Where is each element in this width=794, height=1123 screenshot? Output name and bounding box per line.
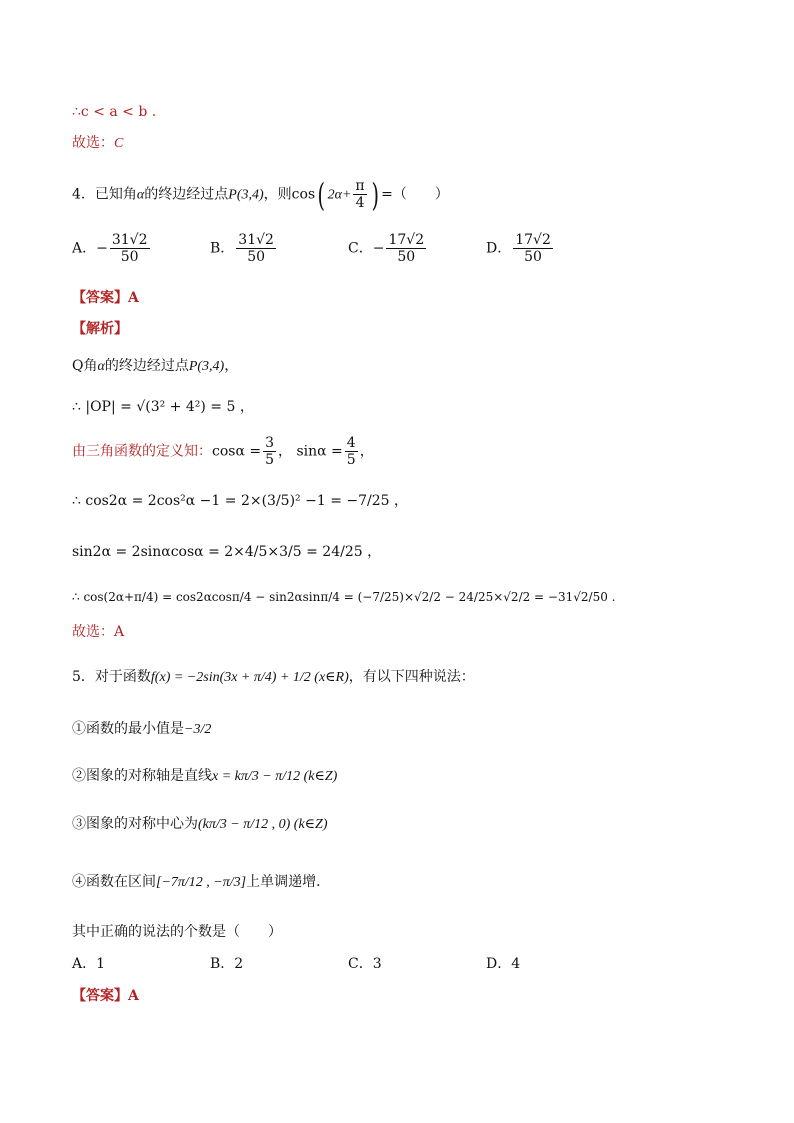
q5-statement-4	[72, 873, 330, 892]
option-frac	[513, 232, 553, 265]
q5-question: 其中正确的说法的个数是（ ）	[72, 924, 282, 940]
q4-options	[72, 232, 632, 272]
frac-den: 4	[355, 195, 365, 211]
choice-label: 故选：	[72, 135, 114, 151]
frac-den: 50	[397, 249, 416, 265]
q5-statement-2	[72, 767, 337, 786]
right-paren: )	[371, 175, 379, 214]
option-value: 1	[96, 956, 106, 972]
alpha-symbol: α	[136, 187, 145, 203]
statement-text: ④函数在区间	[72, 874, 156, 890]
q4-step-3	[72, 435, 374, 468]
statement-math: [−7π/12 , −π/3]	[156, 875, 247, 890]
q4-point: P(3,4)	[228, 187, 264, 203]
q5-function: f(x) = −2sin(3x + π/4) + 1/2 (x∈R)	[150, 670, 349, 685]
q4-step-1	[72, 357, 238, 376]
option-label: B．	[210, 240, 235, 257]
q4-analysis-label: 【解析】	[72, 321, 128, 337]
option-label: A．	[72, 240, 97, 257]
q4-pi-frac	[353, 178, 366, 211]
q5-statement-1	[72, 720, 211, 739]
q4-number: 4．	[72, 186, 95, 203]
alpha-symbol: α	[97, 359, 105, 374]
step-text: Q角	[72, 358, 98, 374]
q4-choice	[72, 623, 124, 641]
frac-num: 31√2	[111, 232, 148, 248]
option-label: D．	[486, 240, 512, 257]
answer-label: 【答案】	[72, 290, 128, 306]
option-value: 4	[511, 956, 521, 972]
q4-stem-a: 已知角	[94, 186, 137, 203]
q4-eq-paren: =（ ）	[381, 186, 449, 203]
frac-den: 50	[524, 249, 542, 265]
statement-math: x = kπ/3 − π/12 (k∈Z)	[212, 769, 338, 784]
option-frac	[386, 232, 426, 265]
q4-stem	[72, 175, 449, 214]
statement-math: (kπ/3 − π/12 , 0) (k∈Z)	[198, 817, 328, 832]
frac-num: π	[355, 178, 365, 194]
step-point: P(3,4)	[188, 359, 225, 374]
q5-options	[72, 955, 632, 975]
q4-arg: 2α+	[327, 187, 352, 203]
cos-frac	[263, 435, 276, 468]
step-text: 对于函数	[94, 669, 151, 685]
frac-num: 31√2	[238, 232, 274, 248]
q4-stem-c: ，则	[263, 186, 292, 203]
prev-choice	[72, 134, 123, 153]
frac-den: 5	[346, 452, 356, 468]
option-frac	[236, 232, 276, 265]
option-label: D．	[486, 956, 512, 972]
q4-stem-b: 的终边经过点	[144, 186, 229, 203]
q5-option-d[interactable]	[486, 955, 520, 973]
q4-step-6: ∴ cos(2α+π/4) = cos2αcosπ/4 − sin2αsinπ/4 = (−7/25)×√2/2 − 24/25×√2/2 = −31√2/50 .	[72, 590, 616, 604]
frac-num: 17√2	[515, 232, 551, 248]
statement-text: ③图象的对称中心为	[72, 816, 198, 832]
step-math: cosα =	[212, 443, 262, 460]
option-label: C．	[348, 240, 373, 257]
q4-answer	[72, 289, 139, 307]
frac-num: 3	[265, 435, 275, 451]
option-label: B．	[210, 956, 235, 972]
sin-frac	[345, 435, 358, 468]
choice-value: C	[114, 136, 124, 151]
q5-statement-3	[72, 815, 327, 834]
frac-num: 17√2	[388, 232, 425, 248]
option-frac	[110, 232, 150, 265]
statement-text: 上单调递增．	[246, 874, 331, 890]
frac-den: 50	[120, 249, 139, 265]
step-text: ，有以下四种说法：	[348, 669, 475, 685]
q4-option-b[interactable]	[210, 232, 278, 265]
q4-option-a[interactable]	[72, 232, 152, 265]
step-text: ，	[359, 443, 374, 460]
frac-num: 4	[346, 435, 356, 451]
q5-option-a[interactable]	[72, 955, 105, 973]
step-text: 由三角函数的定义知：	[72, 443, 212, 460]
q4-cos: cos	[291, 186, 316, 203]
q4-step-5: sin2α = 2sinαcosα = 2×4/5×3/5 = 24/25 ，	[72, 544, 382, 560]
answer-value: A	[128, 290, 139, 306]
q5-option-c[interactable]	[348, 955, 382, 973]
option-sign: −	[372, 240, 385, 257]
option-value: 3	[372, 956, 382, 972]
option-label: C．	[348, 956, 373, 972]
choice-value: A	[114, 624, 125, 640]
choice-label: 故选：	[72, 624, 114, 640]
statement-math: −3/2	[184, 722, 212, 737]
q4-option-c[interactable]	[348, 232, 428, 265]
statement-text: ①函数的最小值是	[72, 721, 184, 737]
prev-conclusion: ∴c < a < b .	[72, 104, 157, 120]
q5-stem	[72, 668, 475, 687]
option-value: 2	[234, 956, 244, 972]
frac-den: 5	[265, 452, 275, 468]
step-text: 的终边经过点	[104, 358, 189, 374]
q4-option-d[interactable]	[486, 232, 555, 265]
answer-value: A	[128, 988, 139, 1004]
q5-answer	[72, 987, 139, 1005]
q5-option-b[interactable]	[210, 955, 243, 973]
frac-den: 50	[247, 249, 266, 265]
answer-label: 【答案】	[72, 988, 128, 1004]
option-label: A．	[72, 956, 97, 972]
statement-text: ②图象的对称轴是直线	[72, 768, 212, 784]
step-math: ， sinα =	[278, 443, 343, 460]
q5-number: 5．	[72, 669, 95, 685]
step-text: ，	[224, 358, 239, 374]
q4-step-2: ∴ |OP| = √(3² + 4²) = 5 ，	[72, 399, 254, 415]
option-sign: −	[96, 240, 108, 257]
left-paren: (	[317, 175, 326, 214]
q4-step-4: ∴ cos2α = 2cos²α −1 = 2×(3/5)² −1 = −7/25 ，	[72, 493, 408, 509]
